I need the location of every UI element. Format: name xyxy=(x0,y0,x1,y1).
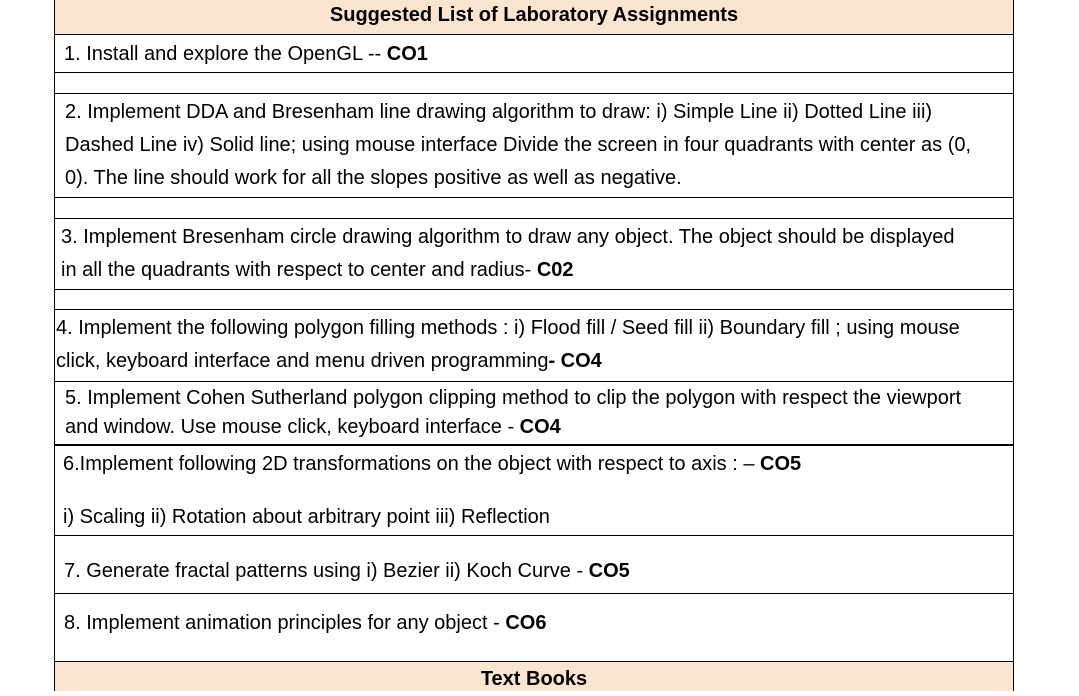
assignment-row xyxy=(54,444,1014,535)
course-outcome: C02 xyxy=(536,259,574,281)
table-header xyxy=(54,0,1014,34)
assignment-text: 3. Implement Bresenham circle drawing algorithm to draw any object. The object should be displayed in all the quadrants with respect to center and radius- xyxy=(61,226,955,281)
assignments-table xyxy=(54,0,1016,690)
assignment-row xyxy=(54,309,1014,381)
assignment-row xyxy=(54,535,1014,593)
assignment-text: 4. Implement the following polygon filling methods : i) Flood fill / Seed fill ii) Boundary fill ; using mouse click, keyboard interface and menu driven programming xyxy=(56,317,960,372)
row-divider xyxy=(54,72,1014,93)
textbooks-title: Text Books xyxy=(480,668,588,690)
assignment-row xyxy=(54,593,1014,661)
assignment-text: 2. Implement DDA and Bresenham line drawing algorithm to draw: i) Simple Line ii) Dotted Line iii) Dashed Line iv) Solid line; using mouse interface Divide the screen in four quadrants with center as (0, 0). The line should work for all the slopes positive as well as negative. xyxy=(65,101,972,189)
course-outcome: CO5 xyxy=(588,560,630,582)
assignment-text: 8. Implement animation principles for any object - xyxy=(64,612,506,634)
course-outcome: CO6 xyxy=(505,612,547,634)
textbooks-header xyxy=(54,661,1014,691)
course-outcome: CO4 xyxy=(519,416,561,438)
assignment-row xyxy=(54,381,1014,444)
course-outcome: CO1 xyxy=(386,43,428,65)
assignment-text: 1. Install and explore the OpenGL -- xyxy=(64,43,387,65)
header-title: Suggested List of Laboratory Assignments xyxy=(329,4,739,26)
assignment-text: 5. Implement Cohen Sutherland polygon clipping method to clip the polygon with respect the viewport and window. Use mouse click, keyboard interface - xyxy=(65,387,962,438)
assignment-row xyxy=(54,93,1014,197)
assignment-row xyxy=(54,34,1014,72)
course-outcome: CO5 xyxy=(760,453,802,475)
assignment-subitems: i) Scaling ii) Rotation about arbitrary point iii) Reflection xyxy=(63,506,550,528)
assignment-text: 6.Implement following 2D transformations on the object with respect to axis : – xyxy=(63,453,761,475)
row-divider xyxy=(54,197,1014,218)
assignment-text: 7. Generate fractal patterns using i) Bezier ii) Koch Curve - xyxy=(64,560,589,582)
row-divider xyxy=(54,289,1014,309)
course-outcome: - CO4 xyxy=(548,350,602,372)
assignment-row xyxy=(54,218,1014,289)
